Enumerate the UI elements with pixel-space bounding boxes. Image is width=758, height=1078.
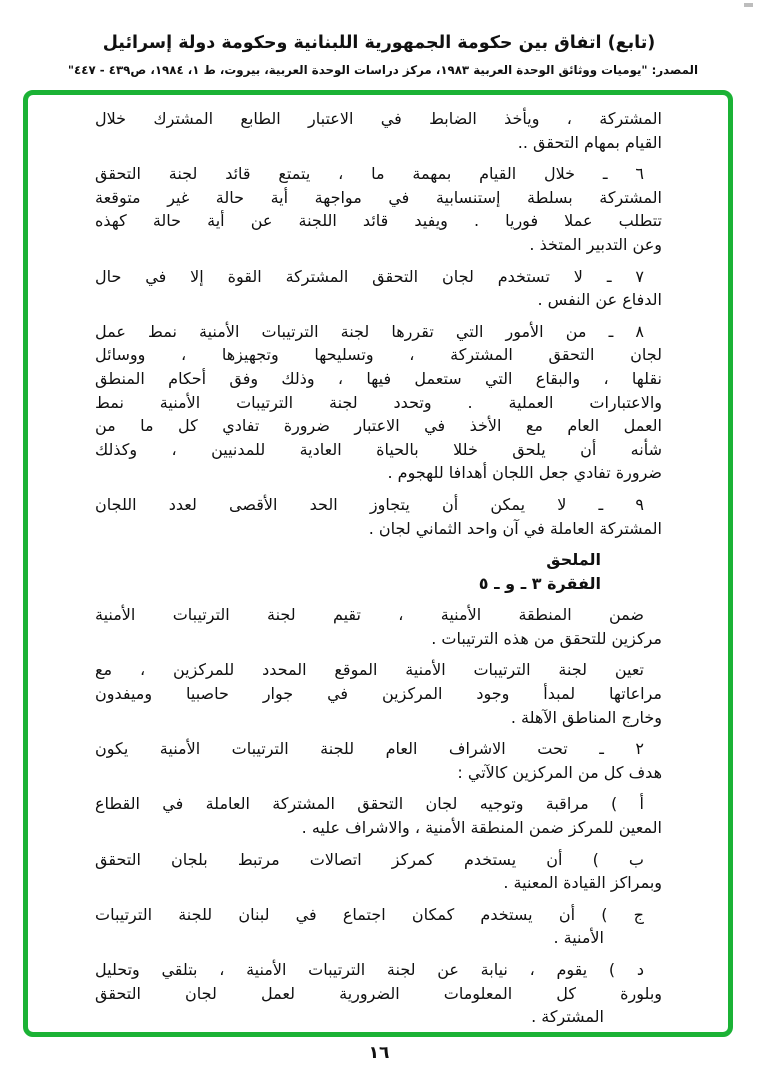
text-line: نقلها ، والبقاع التي ستعمل فيها ، وذلك وفق أحكام المنطق bbox=[95, 368, 662, 388]
clause-7 bbox=[95, 265, 662, 312]
text-line: د ) يقوم ، نيابة عن لجنة الترتيبات الأمنية ، بتلقي وتحليل bbox=[95, 960, 644, 979]
text-line: وعن التدبير المتخذ . bbox=[529, 234, 662, 254]
text-line: المشتركة بسلطة إستنسابية في مواجهة أية حالة غير متوقعة bbox=[95, 187, 662, 207]
text-line: المعين للمركز ضمن المنطقة الأمنية ، والاشراف عليه . bbox=[301, 818, 662, 838]
text-line: ٢ ـ تحت الاشراف العام للجنة الترتيبات الأمنية يكون bbox=[95, 739, 644, 759]
text-line: ضمن المنطقة الأمنية ، تقيم لجنة الترتيبات الأمنية bbox=[95, 605, 644, 625]
text-line: والاعتبارات العملية . وتحدد لجنة الترتيبات الأمنية نمط bbox=[95, 392, 662, 412]
page-number: ١٦ bbox=[368, 1043, 390, 1063]
text-line: المشتركة العاملة في آن واحد الثماني لجان . bbox=[368, 518, 662, 538]
text-line: القيام بمهام التحقق .. bbox=[517, 132, 662, 152]
document-frame bbox=[23, 90, 733, 1037]
text-line: أ ) مراقبة وتوجيه لجان التحقق المشتركة العاملة في القطاع bbox=[95, 794, 644, 814]
text-line: تعين لجنة الترتيبات الأمنية الموقع المحدد للمركزين ، مع bbox=[95, 660, 644, 680]
appendix-item-b bbox=[95, 848, 662, 895]
text-line: مراعاتها لمبدأ وجود المركزين في جوار حاصبيا وميفدون bbox=[95, 684, 662, 704]
text-line: شأنه أن يلحق خللا بالحياة العادية للمدنيين ، وكذلك bbox=[95, 439, 662, 459]
appendix-clause-2 bbox=[95, 737, 662, 784]
source-citation: المصدر: "يوميات ووثائق الوحدة العربية ١٩٨٣، مركز دراسات الوحدة العربية، بيروت، ط ١، ١٩٨٤، ص٤٣٩ - ٤٤٧" bbox=[67, 63, 698, 77]
text-line: الفقرة ٣ ـ و ـ ٥ bbox=[478, 573, 601, 593]
clause-8 bbox=[95, 320, 662, 485]
text-line: ٦ ـ خلال القيام بمهمة ما ، يتمتع قائد لجنة التحقق bbox=[95, 164, 644, 184]
text-line: وخارج المناطق الآهلة . bbox=[510, 707, 662, 727]
text-line: ٩ ـ لا يمكن أن يتجاوز الحد الأقصى لعدد اللجان bbox=[95, 494, 644, 514]
document-title: (تابع) اتفاق بين حكومة الجمهورية اللبنانية وحكومة دولة إسرائيل bbox=[102, 33, 656, 53]
clause-9 bbox=[95, 493, 662, 540]
text-line: الدفاع عن النفس . bbox=[537, 290, 662, 310]
text-line: ب ) أن يستخدم كمركز اتصالات مرتبط بلجان التحقق bbox=[95, 849, 644, 869]
text-line: المشتركة . bbox=[531, 1007, 604, 1027]
appendix-item-c bbox=[95, 903, 662, 950]
text-line: ٨ ـ من الأمور التي تقررها لجنة الترتيبات الأمنية نمط عمل bbox=[95, 321, 644, 341]
appendix-item-d bbox=[95, 958, 662, 1029]
appendix-paragraph-2 bbox=[95, 658, 662, 729]
text-line: الأمنية . bbox=[553, 928, 604, 948]
text-line: وبلورة كل المعلومات الضرورية لعمل لجان التحقق bbox=[95, 983, 662, 1003]
clause-6 bbox=[95, 162, 662, 256]
appendix-paragraph-1 bbox=[95, 603, 662, 650]
text-line: ج ) أن يستخدم كمكان اجتماع في لبنان للجنة الترتيبات bbox=[95, 904, 644, 924]
text-line: العمل العام مع الأخذ في الاعتبار ضرورة تفادي كل ما من bbox=[95, 416, 662, 436]
paragraph-continuation bbox=[95, 107, 662, 154]
appendix-item-a bbox=[95, 792, 662, 839]
appendix-heading bbox=[95, 548, 662, 595]
text-line: مركزين للتحقق من هذه الترتيبات . bbox=[431, 628, 662, 648]
text-line: ضرورة تفادي جعل اللجان أهدافا للهجوم . bbox=[387, 463, 662, 483]
text-line: الملحق bbox=[546, 550, 601, 570]
text-line: ٧ ـ لا تستخدم لجان التحقق المشتركة القوة إلا في حال bbox=[95, 266, 644, 286]
text-line: لجان التحقق المشتركة ، وتسليحها وتجهيزها ، ووسائل bbox=[95, 345, 662, 365]
text-line: هدف كل من المركزين كالآتي : bbox=[457, 762, 662, 782]
text-line: تتطلب عملا فوريا . ويفيد قائد اللجنة عن أية حالة كهذه bbox=[95, 211, 662, 231]
text-line: المشتركة ، ويأخذ الضابط في الاعتبار الطابع المشترك خلال bbox=[95, 109, 662, 128]
text-line: وبمراكز القيادة المعنية . bbox=[503, 873, 662, 893]
scan-artifact bbox=[744, 3, 753, 7]
